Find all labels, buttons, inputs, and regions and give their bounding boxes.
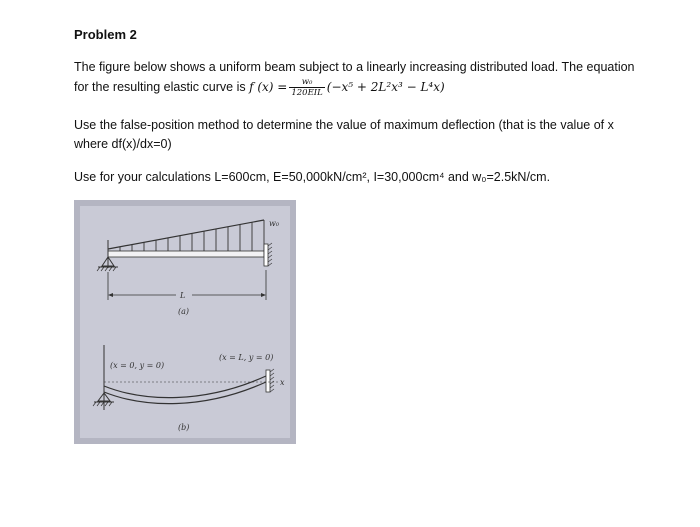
load-label: w₀ bbox=[269, 219, 280, 228]
problem-description bbox=[74, 58, 635, 98]
method-instruction bbox=[74, 116, 614, 154]
instruction-line-2: where df(x)/dx=0) bbox=[74, 137, 172, 151]
equation-fraction bbox=[289, 77, 324, 98]
fixed-wall-b bbox=[266, 370, 270, 392]
caption-b: (b) bbox=[178, 423, 190, 432]
polynomial-expression: (−x⁵ + 2L²x³ − L⁴x) bbox=[326, 79, 445, 94]
fraction-denominator: 120EIL bbox=[291, 88, 323, 98]
beam bbox=[108, 251, 264, 257]
fixed-wall bbox=[264, 244, 268, 266]
instruction-line-1: Use the false-position method to determine the value of maximum deflection (that is the value of x bbox=[74, 118, 614, 132]
function-name: f (x) = bbox=[249, 79, 288, 94]
caption-a: (a) bbox=[178, 307, 190, 316]
beam-diagram bbox=[74, 200, 296, 444]
left-boundary-condition: (x = 0, y = 0) bbox=[110, 361, 165, 370]
fraction-numerator: w₀ bbox=[289, 77, 324, 88]
length-label: L bbox=[180, 291, 186, 300]
description-line-1: The figure below shows a uniform beam subject to a linearly increasing distributed load. The equation bbox=[74, 60, 635, 74]
elastic-curve-prefix: for the resulting elastic curve is bbox=[74, 79, 250, 94]
given-values: Use for your calculations L=600cm, E=50,000kN/cm², I=30,000cm⁴ and w₀=2.5kN/cm. bbox=[74, 170, 551, 184]
right-boundary-condition: (x = L, y = 0) bbox=[219, 353, 274, 362]
problem-heading: Problem 2 bbox=[74, 27, 137, 42]
description-line-2 bbox=[74, 77, 635, 98]
x-axis-label: x bbox=[280, 378, 285, 387]
beam-figure bbox=[74, 200, 296, 444]
